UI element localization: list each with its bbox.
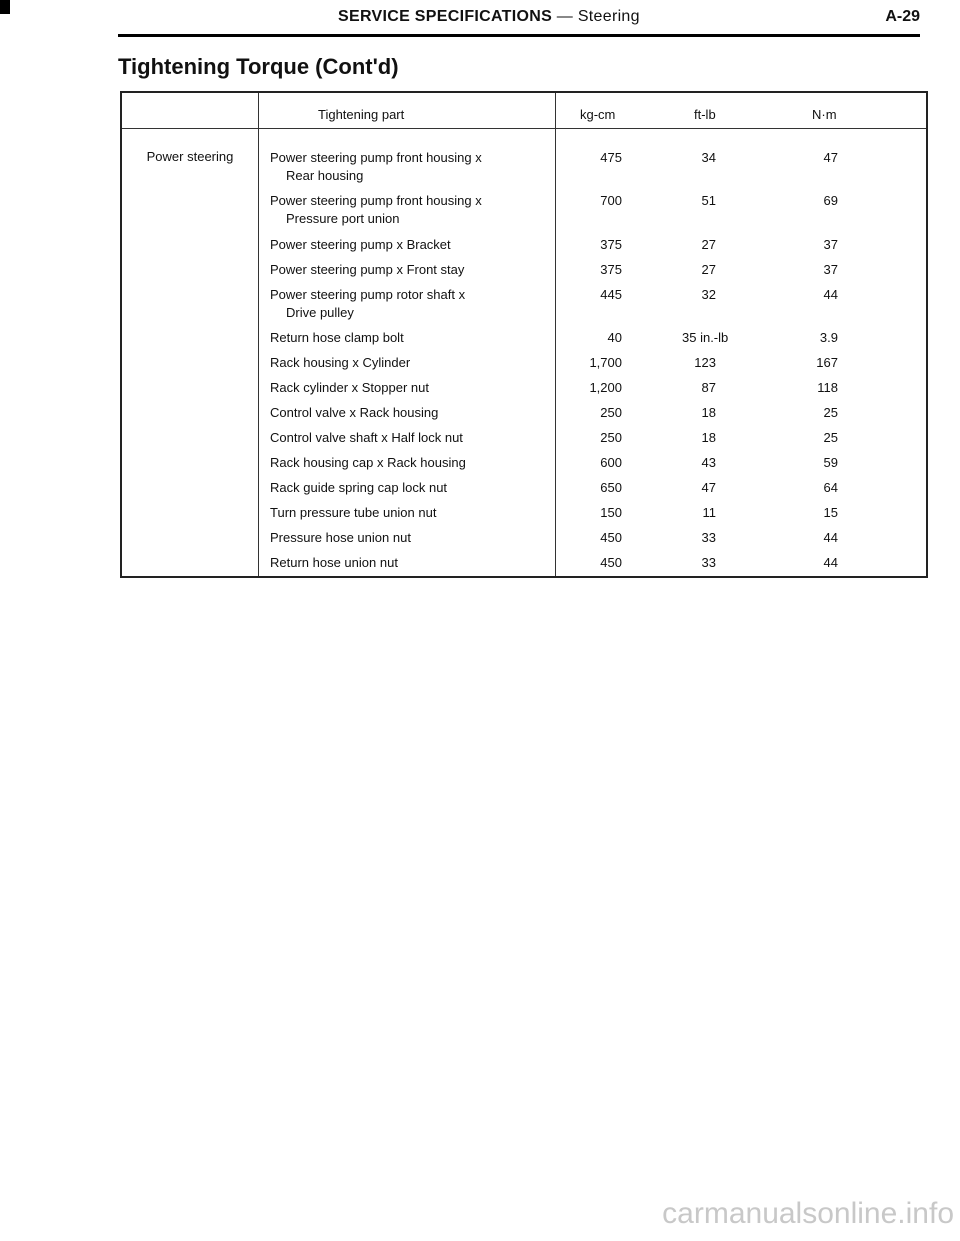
tightening-part-cell — [270, 404, 550, 422]
ft-lb-value: 33 — [701, 555, 716, 570]
tightening-part-cell — [270, 192, 550, 228]
kg-cm-value: 250 — [600, 430, 622, 445]
ft-lb-value: 35 in.-lb — [682, 330, 729, 345]
ft-lb-value: 34 — [701, 150, 716, 165]
column-header-part: Tightening part — [318, 107, 405, 122]
tightening-part-cell — [270, 379, 550, 397]
kg-cm-value: 450 — [600, 530, 622, 545]
tightening-part-line: Rack housing cap x Rack housing — [270, 455, 466, 470]
ft-lb-value: 18 — [701, 405, 716, 420]
tightening-part-cell — [270, 429, 550, 447]
header-title — [338, 8, 640, 26]
tightening-part-cell — [270, 149, 550, 185]
nm-value: 64 — [823, 480, 838, 495]
nm-value: 15 — [823, 505, 838, 520]
nm-value: 25 — [823, 405, 838, 420]
nm-value: 44 — [823, 555, 838, 570]
ft-lb-value: 123 — [694, 355, 716, 370]
tightening-part-line: Power steering pump front housing x — [270, 193, 482, 208]
kg-cm-value: 700 — [600, 193, 622, 208]
category-label: Power steering — [146, 149, 234, 164]
kg-cm-value: 475 — [600, 150, 622, 165]
tightening-part-cell — [270, 504, 550, 522]
nm-value: 167 — [816, 355, 838, 370]
tightening-part-line: Power steering pump x Front stay — [270, 262, 465, 277]
table-row — [122, 554, 926, 576]
table-row — [122, 236, 926, 258]
ft-lb-value: 27 — [701, 237, 716, 252]
header-title-subsection: — Steering — [552, 8, 640, 25]
ft-lb-value: 32 — [701, 287, 716, 302]
nm-value: 44 — [823, 530, 838, 545]
kg-cm-value: 650 — [600, 480, 622, 495]
table-row — [122, 504, 926, 526]
kg-cm-value: 40 — [607, 330, 622, 345]
ft-lb-value: 33 — [701, 530, 716, 545]
page-header — [118, 0, 920, 34]
table-row — [122, 261, 926, 283]
tightening-part-cell — [270, 354, 550, 372]
nm-value: 69 — [823, 193, 838, 208]
table-row — [122, 286, 926, 320]
tightening-part-cell — [270, 261, 550, 279]
table-header-rule — [122, 128, 926, 129]
header-rule — [118, 34, 920, 37]
tightening-part-line: Return hose clamp bolt — [270, 330, 404, 345]
tightening-part-continuation: Rear housing — [286, 168, 364, 183]
kg-cm-value: 375 — [600, 262, 622, 277]
page-corner-mark — [0, 0, 10, 14]
table-row — [122, 529, 926, 551]
table-row — [122, 354, 926, 376]
ft-lb-value: 43 — [701, 455, 716, 470]
tightening-part-continuation: Drive pulley — [286, 305, 354, 320]
ft-lb-value: 11 — [702, 505, 716, 520]
kg-cm-value: 250 — [600, 405, 622, 420]
tightening-part-line: Power steering pump front housing x — [270, 150, 482, 165]
column-header-kg-cm: kg-cm — [580, 107, 616, 122]
table-row — [122, 454, 926, 476]
tightening-part-line: Turn pressure tube union nut — [270, 505, 437, 520]
ft-lb-value: 18 — [701, 430, 716, 445]
ft-lb-value: 87 — [701, 380, 716, 395]
tightening-part-cell — [270, 286, 550, 322]
table-row — [122, 479, 926, 501]
page-number: A-29 — [885, 8, 920, 25]
nm-value: 118 — [817, 380, 838, 395]
kg-cm-value: 150 — [600, 505, 622, 520]
kg-cm-value: 1,700 — [589, 355, 622, 370]
torque-table — [120, 91, 928, 578]
nm-value: 37 — [823, 262, 838, 277]
table-row — [122, 149, 926, 183]
tightening-part-line: Rack housing x Cylinder — [270, 355, 411, 370]
tightening-part-line: Rack cylinder x Stopper nut — [270, 380, 429, 395]
header-title-section: SERVICE SPECIFICATIONS — [338, 8, 553, 25]
tightening-part-line: Return hose union nut — [270, 555, 398, 570]
column-header-nm: N·m — [812, 107, 837, 122]
section-title: Tightening Torque (Cont'd) — [118, 54, 399, 79]
kg-cm-value: 1,200 — [589, 380, 622, 395]
kg-cm-value: 600 — [600, 455, 622, 470]
table-row — [122, 192, 926, 226]
kg-cm-value: 445 — [600, 287, 622, 302]
tightening-part-cell — [270, 236, 550, 254]
tightening-part-cell — [270, 554, 550, 572]
column-header-ft-lb: ft-lb — [694, 107, 716, 122]
kg-cm-value: 375 — [600, 237, 622, 252]
ft-lb-value: 51 — [701, 193, 716, 208]
watermark: carmanualsonline.info — [662, 1197, 954, 1230]
table-row — [122, 329, 926, 351]
ft-lb-value: 27 — [701, 262, 716, 277]
nm-value: 44 — [823, 287, 838, 302]
nm-value: 25 — [823, 430, 838, 445]
nm-value: 59 — [823, 455, 838, 470]
tightening-part-cell — [270, 329, 550, 347]
nm-value: 3.9 — [819, 330, 838, 345]
ft-lb-value: 47 — [701, 480, 716, 495]
tightening-part-line: Pressure hose union nut — [270, 530, 411, 545]
nm-value: 37 — [823, 237, 838, 252]
tightening-part-cell — [270, 479, 550, 497]
nm-value: 47 — [823, 150, 838, 165]
tightening-part-line: Rack guide spring cap lock nut — [270, 480, 448, 495]
table-row — [122, 429, 926, 451]
tightening-part-continuation: Pressure port union — [286, 211, 400, 226]
tightening-part-cell — [270, 454, 550, 472]
table-row — [122, 379, 926, 401]
tightening-part-line: Power steering pump rotor shaft x — [270, 287, 466, 302]
kg-cm-value: 450 — [600, 555, 622, 570]
table-row — [122, 404, 926, 426]
tightening-part-cell — [270, 529, 550, 547]
tightening-part-line: Power steering pump x Bracket — [270, 237, 451, 252]
tightening-part-line: Control valve shaft x Half lock nut — [270, 430, 463, 445]
tightening-part-line: Control valve x Rack housing — [270, 405, 439, 420]
